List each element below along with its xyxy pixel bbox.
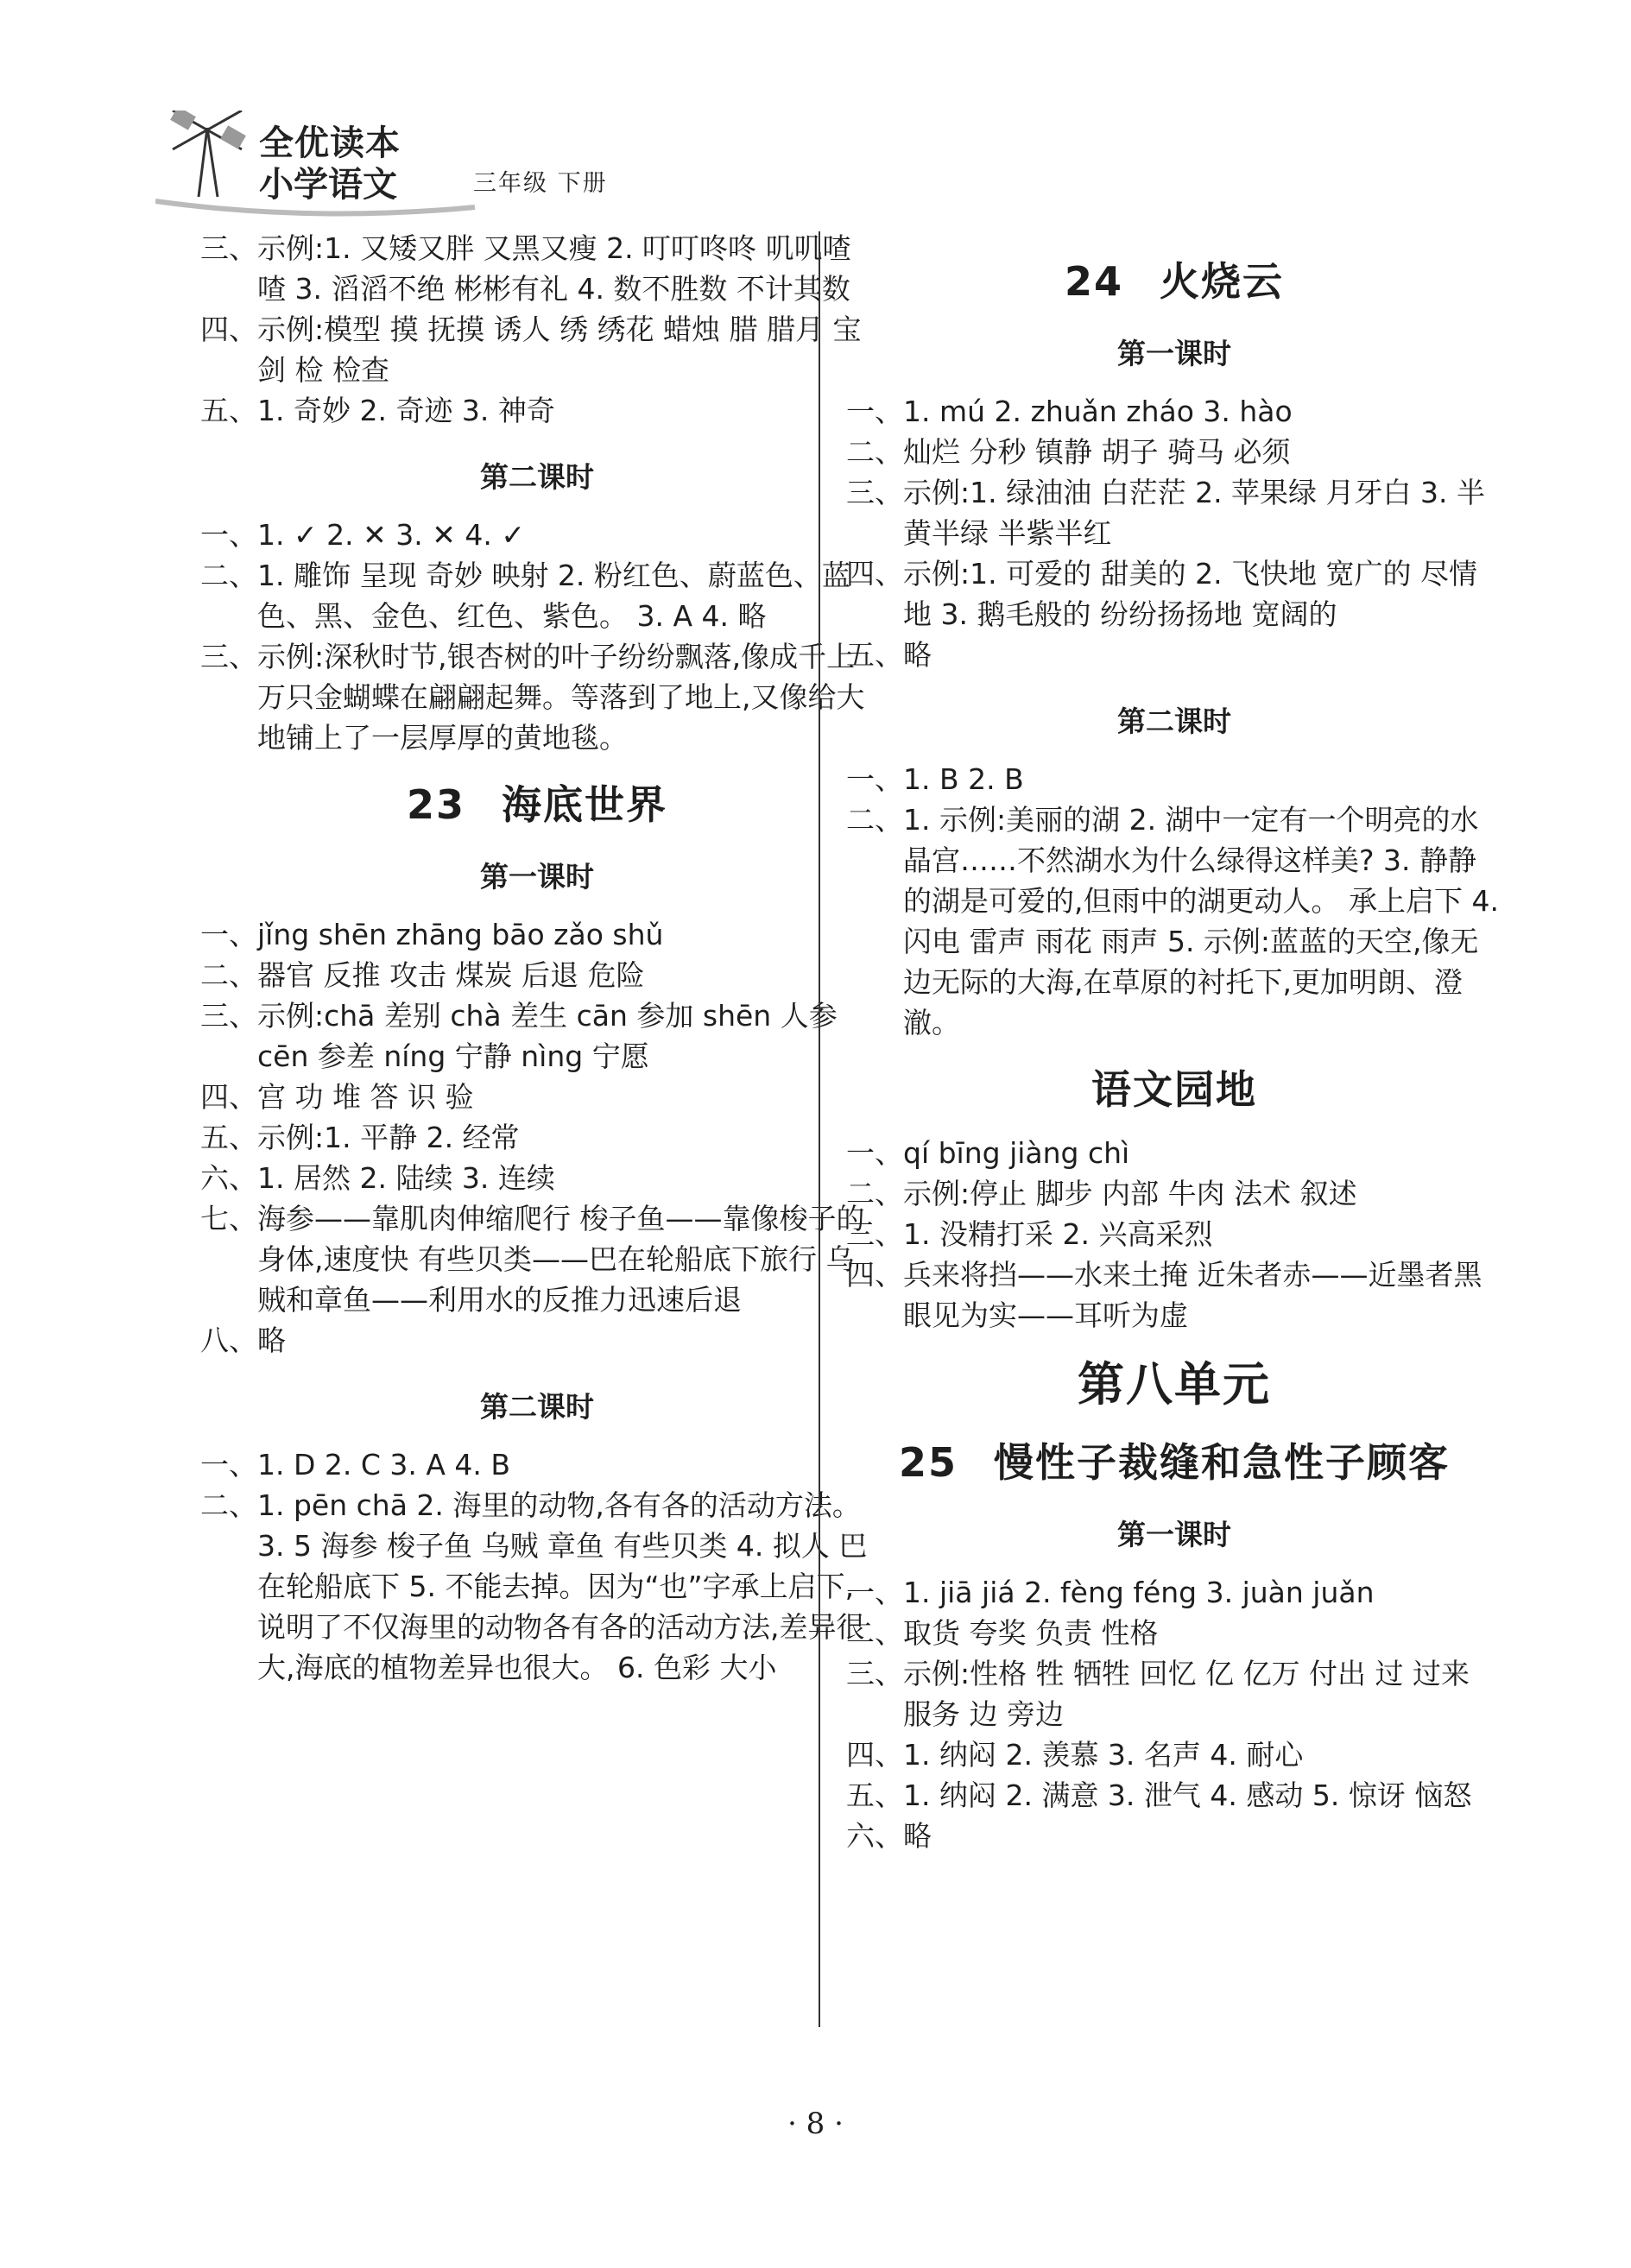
answer-item: 二、灿烂 分秒 镇静 胡子 骑马 必须 xyxy=(846,435,1291,469)
page-number: · 8 · xyxy=(787,2107,844,2141)
section-heading: 第一课时 xyxy=(480,860,594,894)
lesson-name: 火烧云 xyxy=(1160,258,1284,305)
answer-item: 一、qí bīng jiàng chì xyxy=(846,1136,1130,1170)
lesson-name: 海底世界 xyxy=(502,781,667,828)
left-column xyxy=(200,228,874,1688)
lesson22-answers-part2 xyxy=(200,515,874,758)
answer-item: 三、示例:1. 又矮又胖 又黑又瘦 2. 叮叮咚咚 叽叽喳喳 3. 滔滔不绝 彬彬有礼 4. 数不胜数 不计其数 xyxy=(200,231,851,306)
garden-answers xyxy=(846,1133,1502,1336)
lesson-name: 慢性子裁缝和急性子顾客 xyxy=(994,1439,1450,1486)
answer-item: 五、1. 纳闷 2. 满意 3. 泄气 4. 感动 5. 惊讶 恼怒 xyxy=(846,1778,1472,1812)
lesson-number: 25 xyxy=(898,1439,958,1486)
answer-item: 二、1. pēn chā 2. 海里的动物,各有各的活动方法。 3. 5 海参 梭子鱼 乌贼 章鱼 有些贝类 4. 拟人 巴在轮船底下 5. 不能去掉。因为“也”字承上启下,说明了不仅海里的动物各有各的活动方法,差异很大,海底的植物差异也很大。 6. 色彩 大小 xyxy=(200,1488,870,1684)
logo-subject-name: 小学语文 xyxy=(259,165,397,205)
answer-item: 五、示例:1. 平静 2. 经常 xyxy=(200,1121,520,1154)
lesson-title xyxy=(846,250,1502,307)
column-divider xyxy=(819,231,820,2027)
lesson22-answers-part1 xyxy=(200,228,874,431)
answer-item: 七、海参——靠肌肉伸缩爬行 梭子鱼——靠像梭子的身体,速度快 有些贝类——巴在轮船底下旅行 乌贼和章鱼——利用水的反推力迅速后退 xyxy=(200,1202,865,1317)
logo-series-name: 全优读本 xyxy=(259,123,401,163)
lesson-number: 23 xyxy=(406,781,465,828)
lesson-title xyxy=(200,774,874,831)
answer-item: 六、1. 居然 2. 陆续 3. 连续 xyxy=(200,1161,555,1195)
right-column xyxy=(846,228,1508,1856)
section-heading: 第一课时 xyxy=(1117,337,1231,370)
section-heading: 第二课时 xyxy=(1117,704,1231,738)
page-header xyxy=(155,111,760,223)
garden-title: 语文园地 xyxy=(1091,1066,1257,1113)
grade-label: 三年级 下册 xyxy=(473,170,608,197)
lesson23-answers-part2 xyxy=(200,1444,874,1688)
lesson25-answers xyxy=(846,1572,1502,1856)
answer-item: 三、1. 没精打采 2. 兴高采烈 xyxy=(846,1217,1213,1251)
answer-item: 三、示例:chā 差别 chà 差生 cān 参加 shēn 人参 cēn 参差 níng 宁静 nìng 宁愿 xyxy=(200,999,847,1073)
answer-item: 一、1. ✓ 2. ✕ 3. ✕ 4. ✓ xyxy=(200,518,525,552)
answer-item: 一、jǐng shēn zhāng bāo zǎo shǔ xyxy=(200,918,664,951)
lesson-number: 24 xyxy=(1064,258,1123,305)
answer-item: 四、示例:模型 摸 抚摸 诱人 绣 绣花 蜡烛 腊 腊月 宝剑 检 检查 xyxy=(200,313,862,387)
answer-item: 二、1. 示例:美丽的湖 2. 湖中一定有一个明亮的水晶宫……不然湖水为什么绿得这样美? 3. 静静的湖是可爱的,但雨中的湖更动人。 承上启下 4. 闪电 雷声 雨花 雨声 5. 示例:蓝蓝的天空,像无边无际的大海,在草原的衬托下,更加明朗、澄澈。 xyxy=(846,803,1508,1039)
windmill-logo-icon xyxy=(155,111,259,205)
unit-title: 第八单元 xyxy=(1078,1357,1271,1412)
answer-item: 四、示例:1. 可爱的 甜美的 2. 飞快地 宽广的 尽情地 3. 鹅毛般的 纷纷扬扬地 宽阔的 xyxy=(846,557,1478,631)
section-heading: 第一课时 xyxy=(1117,1518,1231,1551)
answer-item: 二、器官 反推 攻击 煤炭 后退 危险 xyxy=(200,958,645,992)
answer-item: 一、1. jiā jiá 2. fèng féng 3. juàn juǎn xyxy=(846,1576,1375,1609)
answer-item: 三、示例:1. 绿油油 白茫茫 2. 苹果绿 月牙白 3. 半黄半绿 半紫半红 xyxy=(846,476,1486,550)
section-heading: 第二课时 xyxy=(480,1390,594,1424)
answer-item: 二、取货 夸奖 负责 性格 xyxy=(846,1616,1159,1650)
lesson24-answers-part2 xyxy=(846,759,1508,1043)
answer-item: 五、略 xyxy=(846,638,932,672)
answer-item: 一、1. D 2. C 3. A 4. B xyxy=(200,1448,511,1481)
answer-item: 八、略 xyxy=(200,1324,286,1357)
answer-item: 六、略 xyxy=(846,1819,932,1853)
answer-item: 四、1. 纳闷 2. 羡慕 3. 名声 4. 耐心 xyxy=(846,1738,1304,1772)
lesson24-answers-part1 xyxy=(846,391,1502,675)
answer-item: 四、兵来将挡——水来土掩 近朱者赤——近墨者黑 眼见为实——耳听为虚 xyxy=(846,1258,1491,1332)
answer-item: 三、示例:深秋时节,银杏树的叶子纷纷飘落,像成千上万只金蝴蝶在翩翩起舞。等落到了地上,又像给大地铺上了一层厚厚的黄地毯。 xyxy=(200,640,865,755)
answer-item: 二、示例:停止 脚步 内部 牛肉 法术 叙述 xyxy=(846,1177,1357,1210)
answer-item: 四、宫 功 堆 答 识 验 xyxy=(200,1080,474,1114)
header-swoosh-decoration xyxy=(155,197,484,223)
lesson23-answers-part1 xyxy=(200,914,874,1361)
answer-item: 一、1. B 2. B xyxy=(846,762,1024,796)
answer-item: 二、1. 雕饰 呈现 奇妙 映射 2. 粉红色、蔚蓝色、蓝色、黑、金色、红色、紫色。 3. A 4. 略 xyxy=(200,559,850,633)
answer-item: 五、1. 奇妙 2. 奇迹 3. 神奇 xyxy=(200,394,555,427)
lesson-title xyxy=(846,1431,1502,1488)
answer-item: 三、示例:性格 牲 牺牲 回忆 亿 亿万 付出 过 过来 服务 边 旁边 xyxy=(846,1657,1479,1731)
answer-item: 一、1. mú 2. zhuǎn zháo 3. hào xyxy=(846,395,1293,428)
section-heading: 第二课时 xyxy=(480,460,594,494)
